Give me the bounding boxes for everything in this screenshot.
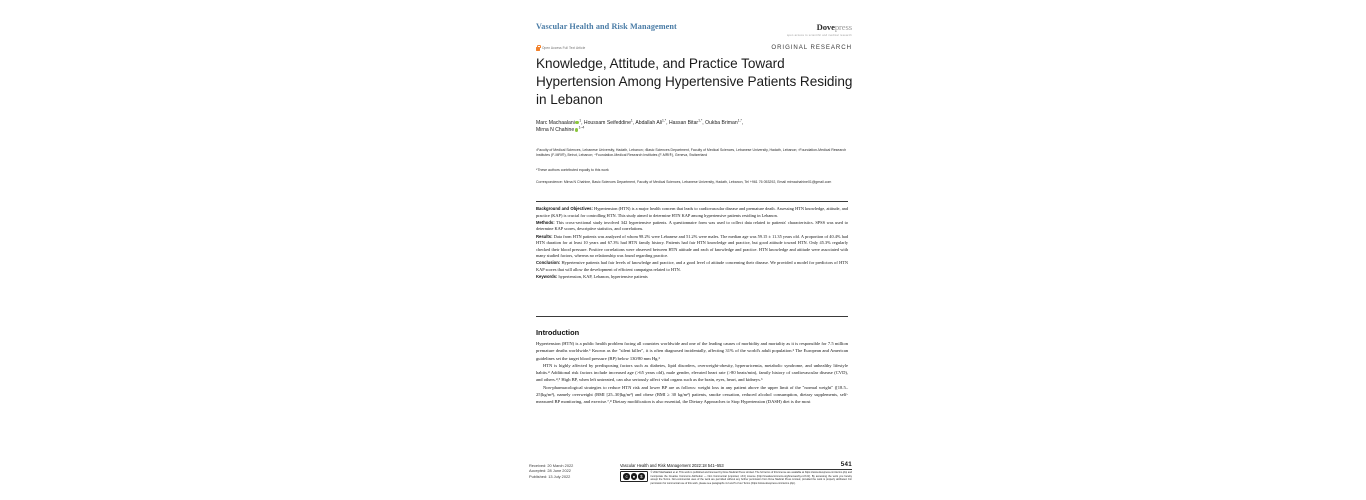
correspondence-block: Correspondence: Mirna N Chahine, Basic Sciences Department, Faculty of Medical Sciences, Lebanese University, Hadath, Lebanon, Tel +961 76 053292, Email mirnachahine01@gmail.com [536, 180, 832, 184]
abstract-results-text: Data from HTN patients was analyzed of whom 98.2% were Lebanese and 51.2% were males. The median age was 59.15 ± 11.35 years old. A proportion of 40.4% had HTN duration for at least 10 years and 67.3% had HTN family history. Patients had fair HTN knowledge and practice, but good attitude toward HTN. Only 45.3% regularly checked their blood pressure. Positive correlations were observed between HTN attitude and each of knowledge and practice. HTN knowledge and attitude were associated with many studied factors, whereas no relationship was found regarding practice. [536, 233, 848, 259]
journal-citation: Vascular Health and Risk Management 2022:18 541–553 [620, 463, 724, 468]
author-3-affil: 1,* [661, 118, 667, 123]
received-date: Received: 20 March 2022 [529, 463, 574, 468]
author-4: , Hassan Bitar [666, 120, 699, 126]
introduction-paragraph-1: Hypertension (HTN) is a public health problem facing all countries worldwide and one of the leading causes of morbidity and mortality as it is responsible for 7.5 million premature deaths worldwide.¹ Known as the "silent killer", it is often diagnosed incidentally, affecting 31% of the world's adult population.² The European and American guidelines set the target blood pressure (BP) below 130/80 mm Hg.³ [536, 341, 848, 361]
abstract-results-label: Results: [536, 233, 553, 239]
author-1-affil: 1 [579, 118, 582, 123]
footer-citation-row [620, 461, 852, 470]
author-2: , Houssam Seifeddine [581, 120, 631, 126]
masthead [536, 22, 852, 37]
published-date: Published: 13 July 2022 [529, 473, 571, 479]
introduction-body [536, 340, 848, 406]
abstract-conclusion-text: Hypertensive patients had fair levels of knowledge and practice, and a good level of attitude concerning their disease. We provided a model for predictors of HTN KAP scores that will allow the development of efficient campaigns related to HTN. [536, 260, 848, 272]
dovepress-wordmark [787, 22, 852, 32]
submission-dates [529, 463, 573, 479]
creative-commons-icon[interactable] [620, 471, 648, 482]
abstract-keywords-text: hypertension, KAP, Lebanon, hypertensive patients [557, 274, 648, 280]
cc-nc-icon: $ [640, 474, 643, 480]
author-1: Marc Machaalani [536, 120, 575, 126]
author-6-affil: 1–4 [578, 125, 585, 130]
footer [620, 461, 852, 485]
license-row [620, 471, 852, 485]
author-separator: , [741, 120, 744, 126]
open-access-badge [536, 45, 585, 51]
author-3: , Abdallah Ali [632, 120, 662, 126]
abstract-keywords [536, 274, 848, 281]
pdf-page [500, 0, 868, 500]
open-access-row [536, 44, 852, 51]
author-5-affil: 1,* [737, 118, 742, 123]
abstract-background [536, 206, 848, 219]
abstract [536, 206, 848, 281]
dovepress-dove: Dove [816, 22, 835, 32]
abstract-methods-label: Methods: [536, 219, 555, 225]
publisher-logo [787, 22, 852, 37]
author-6: Mirna N Chahine [536, 127, 575, 134]
publisher-tagline: open access to scientific and medical research [786, 33, 852, 37]
abstract-methods-text: This cross-sectional study involved 342 hypertensive patients. A questionnaire form was used to collect data related to patients' characteristics. SPSS was used to determine KAP scores, descriptive statistics, and correlations. [536, 219, 848, 232]
license-text: © 2022 Machaalani et al. This work is published and licensed by Dove Medical Press Limited. The full terms of this license are available at https://www.dovepress.com/terms.php and incorporate the Creative Commons Attribution — Non Commercial (unported, v3.0) License (http://creativecommons.org/licenses/by-nc/3.0/). By accessing the work you hereby accept the Terms. Non-commercial uses of the work are permitted without any further permission from Dove Medical Press Limited, provided the work is properly attributed. For permission for commercial use of this work, please see paragraphs 4.2 and 5 of our Terms (https://www.dovepress.com/terms.php). [650, 471, 852, 485]
abstract-bottom-rule [536, 316, 848, 317]
abstract-keywords-label: Keywords: [536, 274, 558, 280]
cc-by-icon: ● [632, 474, 636, 480]
dovepress-press: press [834, 22, 852, 32]
abstract-conclusion-label: Conclusion: [536, 260, 561, 266]
abstract-background-text: Hypertension (HTN) is a major health concern that leads to cardiovascular disease and premature death. Assessing HTN knowledge, attitude, and practice (KAP) is crucial for controlling HTN. This study aimed to determine HTN KAP among hypertensive patients residing in Lebanon. [536, 206, 848, 218]
abstract-conclusion [536, 260, 848, 273]
introduction-heading: Introduction [536, 328, 580, 337]
page-title: Knowledge, Attitude, and Practice Toward Hypertension Among Hypertensive Patients Residing in Lebanon [536, 56, 853, 108]
introduction-paragraph-3: Non-pharmacological strategies to reduce HTN risk and lower BP are as follows: weight loss in any patient above the upper limit of the "normal weight" ([18.5–25]kg/m²), namely overweight (BMI [25–30]kg/m²) and obese (BMI ≥ 30 kg/m²) patients, smoke cessation, reduced alcohol consumption, dietary supplements, self-measured BP monitoring, and exercise.⁷,⁸ Dietary modification is also essential, the Dietary Approaches to Stop Hypertension (DASH) diet is the most [536, 384, 848, 405]
accepted-date: Accepted: 28 June 2022 [529, 468, 571, 474]
equal-contribution-note: *These authors contributed equally to this work [536, 168, 609, 172]
journal-name: Vascular Health and Risk Management [536, 22, 677, 31]
affiliations: ¹Faculty of Medical Sciences, Lebanese University, Hadath, Lebanon; ²Basic Sciences Department, Faculty of Medical Sciences, Lebanese University, Hadath, Lebanon; ³Foundation-Medical Research Institutes (F-MRI®), Beirut, Lebanon; ⁴Foundation-Medical Research Institutes (F-MRI®), Geneva, Switzerland [536, 148, 847, 158]
orcid-icon[interactable] [575, 128, 578, 131]
abstract-top-rule [536, 201, 848, 202]
author-list [536, 120, 852, 135]
article-type-label: ORIGINAL RESEARCH [771, 44, 852, 51]
abstract-background-label: Background and Objectives: [536, 206, 593, 211]
author-2-affil: 1 [630, 118, 633, 123]
abstract-results [536, 234, 848, 260]
abstract-methods [536, 220, 848, 233]
lock-icon [536, 45, 540, 51]
introduction-paragraph-2: HTN is highly affected by predisposing factors such as diabetes, lipid disorders, overweight-obesity, hyperuricemia, metabolic syndrome, and unhealthy lifestyle habits.⁴ Additional risk factors include increased age (>65 years old), male gender, elevated heart rate (>80 beats/min), family history of cardiovascular disease (CVD), and others.⁴,⁵ High BP, when left untreated, can also seriously affect vital organs such as the brain, eyes, heart, and kidneys.⁶ [536, 362, 848, 383]
open-access-label: Open Access Full Text Article [542, 45, 586, 50]
author-5: , Oukba Briman [702, 120, 738, 126]
page-number: 541 [840, 461, 852, 468]
author-4-affil: 1,* [698, 118, 703, 123]
cc-circle-icon: c [623, 473, 629, 479]
